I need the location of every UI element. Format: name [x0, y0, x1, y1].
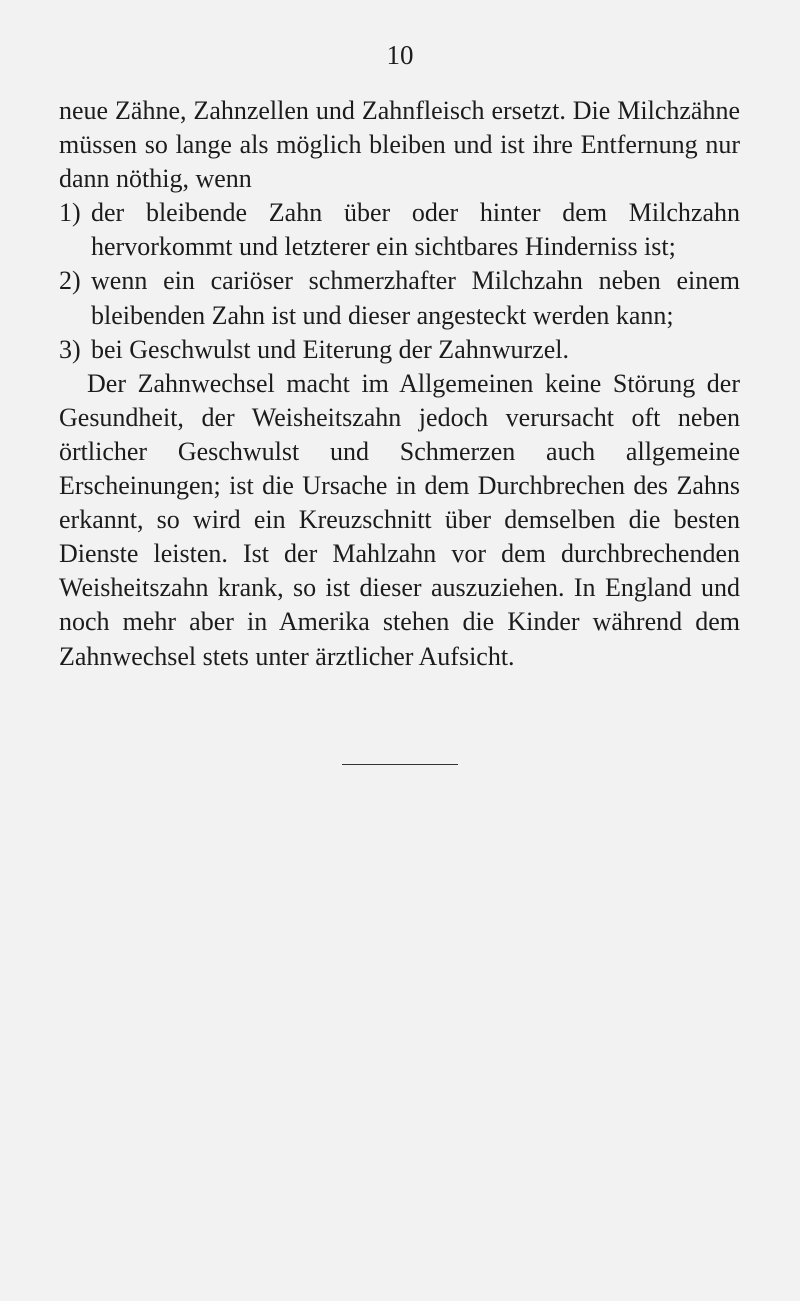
list-item-text: der bleibende Zahn über oder hinter dem Milchzahn hervorkommt und letzterer ein sichtbares Hinderniss ist;	[91, 198, 740, 262]
list-item-text: wenn ein cariöser schmerzhafter Milchzahn neben einem bleibenden Zahn ist und dieser angesteckt werden kann;	[91, 266, 740, 330]
list-item	[59, 333, 740, 367]
list-item-number: 1)	[59, 198, 81, 228]
intro-paragraph: neue Zähne, Zahnzellen und Zahnfleisch ersetzt. Die Milchzähne müssen so lange als möglich bleiben und ist ihre Entfernung nur dann nöthig, wenn	[59, 96, 740, 194]
body-paragraph: Der Zahnwechsel macht im Allgemeinen keine Störung der Gesundheit, der Weisheitszahn jedoch verursacht oft neben örtlicher Geschwulst und Schmerzen auch allgemeine Erscheinungen; ist die Ursache in dem Durchbrechen des Zahns erkannt, so wird ein Kreuzschnitt über demselben die besten Dienste leisten. Ist der Mahlzahn vor dem durchbrechenden Weisheitszahn krank, so ist dieser auszuziehen. In England und noch mehr aber in Amerika stehen die Kinder während dem Zahnwechsel stets unter ärztlicher Aufsicht.	[59, 368, 740, 671]
list-item-number: 2)	[59, 266, 81, 296]
list-item-number: 3)	[59, 334, 81, 364]
text-block	[59, 94, 740, 674]
page-number: 10	[386, 40, 414, 70]
list-item	[59, 196, 740, 264]
list-item-text: bei Geschwulst und Eiterung der Zahnwurzel.	[91, 334, 569, 364]
condition-list	[59, 196, 740, 366]
list-item	[59, 264, 740, 332]
end-rule	[342, 764, 458, 765]
